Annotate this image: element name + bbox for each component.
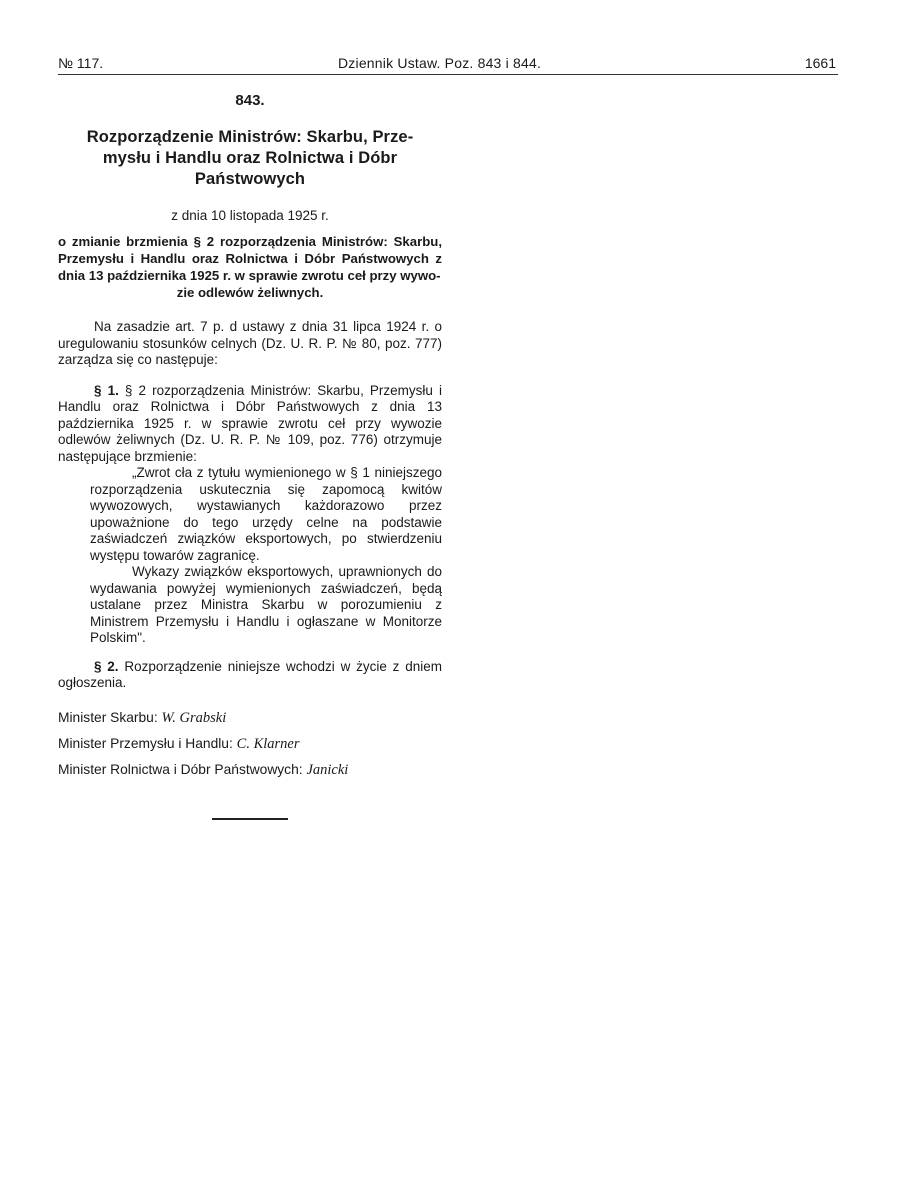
signatures: [58, 710, 442, 778]
signature-name: C. Klarner: [236, 735, 300, 752]
quote-paragraph-1: „Zwrot cła z tytułu wymienionego w § 1 niniejszego rozporządzenia uskutecznia się zapomocą kwitów wywozowych, wystawianych każdorazowo przez upoważnione do tego urzędy celne na podstawie zaświadczeń związków eksportowych, po stwierdzeniu wystęрu towarów zagranicę.: [90, 465, 442, 563]
act-title-line: mysłu i Handlu oraz Rolnictwa i Dóbr: [102, 149, 398, 167]
preamble: Na zasadzie art. 7 p. d ustawy z dnia 31 lipca 1924 r. o uregulowaniu stosunków celnych (Dz. U. R. P. № 80, poz. 777) zarządza się co następuje:: [58, 319, 442, 367]
signature-role: Minister Rolnictwa i Dóbr Państwowych:: [58, 761, 303, 777]
signature-role: Minister Przemysłu i Handlu:: [58, 735, 233, 751]
signature-name: Janicki: [306, 761, 349, 778]
act-title-line: Państwowych: [194, 170, 306, 188]
paragraph-2-text: Rozporządzenie niniejsze wchodzi w życie z dniem ogłoszenia.: [58, 658, 442, 690]
issue-number: № 117.: [58, 55, 104, 71]
page-number: 1661: [804, 55, 836, 71]
quoted-text: [58, 465, 442, 647]
journal-title: Dziennik Ustaw. Poz. 843 i 844.: [338, 55, 542, 71]
act-date: z dnia 10 listopada 1925 r.: [171, 208, 329, 223]
act-number: 843.: [235, 92, 265, 109]
text-column: [58, 90, 442, 788]
paragraph-1-label: § 1.: [94, 382, 119, 398]
signature-name: W. Grabski: [161, 709, 227, 726]
paragraph-2: [58, 659, 442, 692]
act-title-line: Rozporządzenie Ministrów: Skarbu, Prze-: [86, 128, 414, 146]
signature-line: [58, 736, 442, 752]
paragraph-1: [58, 383, 442, 466]
quote-paragraph-2: Wykazy związków eksportowych, uprawnionych do wydawania powyżej wymienionych zaświadczeń, będą ustalane przez Ministra Skarbu w porozumieniu z Ministrem Przemysłu i Handlu i ogłaszane w Monitorze Polskim".: [90, 564, 442, 645]
end-rule: [212, 818, 288, 820]
act-title: [58, 127, 442, 190]
act-subject-last: zie odlewów żeliwnych.: [176, 285, 324, 300]
paragraph-1-text: § 2 rozporządzenia Ministrów: Skarbu, Przemysłu i Handlu oraz Rolnictwa i Dóbr Państwowych z dnia 13 października 1925 r. w sprawie zwrotu ceł przy wywozie odlewów żeliwnych (Dz. U. R. P. № 109, poz. 776) otrzymuje następujące brzmienie:: [58, 382, 442, 464]
signature-line: [58, 710, 442, 726]
signature-line: [58, 762, 442, 778]
signature-role: Minister Skarbu:: [58, 709, 158, 725]
act-subject-text: o zmianie brzmienia § 2 rozporządzenia Ministrów: Skarbu, Przemysłu i Handlu oraz Rolnictwa i Dóbr Państwowych z dnia 13 października 1925 r. w sprawie zwrotu ceł przy wywo-: [58, 234, 442, 283]
act-subject: [58, 233, 442, 301]
paragraph-2-label: § 2.: [94, 658, 119, 674]
header-rule: [58, 74, 838, 75]
